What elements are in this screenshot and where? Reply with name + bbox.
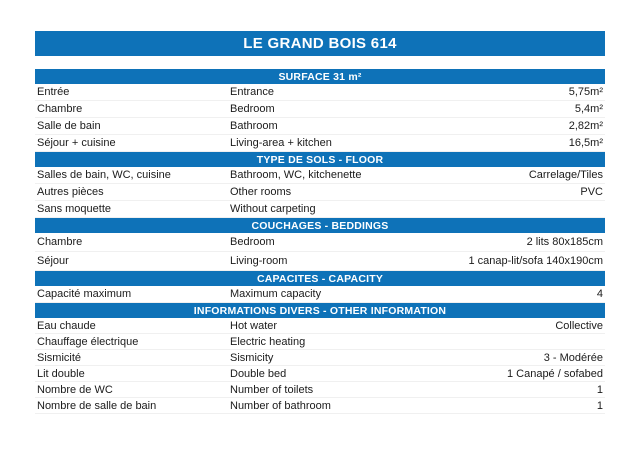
row-value: 2 lits 80x185cm — [526, 236, 603, 248]
label-fr: Chambre — [37, 236, 83, 248]
label-fr: Entrée — [37, 86, 70, 98]
row-value: 16,5m² — [568, 137, 603, 149]
row-value: 1 Canapé / sofabed — [506, 367, 603, 380]
label-en: Bathroom, WC, kitchenette — [230, 169, 362, 181]
label-en: Bedroom — [230, 103, 275, 115]
section-header-label: TYPE DE SOLS - FLOOR — [256, 153, 384, 166]
label-fr: Chauffage électrique — [37, 335, 139, 348]
label-fr: Eau chaude — [37, 319, 96, 332]
section-header-label: INFORMATIONS DIVERS - OTHER INFORMATION — [193, 304, 447, 317]
table-row — [35, 350, 605, 366]
property-title: LE GRAND BOIS 614 — [243, 35, 397, 52]
property-title-bar — [35, 31, 605, 56]
label-en: Electric heating — [230, 335, 306, 348]
section-other-information-header — [35, 303, 605, 318]
label-fr: Sans moquette — [37, 203, 111, 215]
label-en: Bedroom — [230, 236, 275, 248]
table-row — [35, 233, 605, 252]
label-fr: Nombre de WC — [37, 383, 113, 396]
table-row — [35, 84, 605, 101]
section-capacity-header — [35, 271, 605, 286]
label-en: Other rooms — [230, 186, 292, 198]
label-fr: Séjour — [37, 255, 69, 267]
label-fr: Chambre — [37, 103, 83, 115]
section-other-information — [35, 303, 605, 414]
table-row — [35, 398, 605, 414]
row-value: 1 canap-lit/sofa 140x190cm — [468, 255, 603, 267]
section-beddings-header — [35, 218, 605, 233]
label-fr: Salle de bain — [37, 120, 101, 132]
section-floor-header — [35, 152, 605, 167]
label-en: Number of toilets — [230, 383, 314, 396]
label-fr: Lit double — [37, 367, 85, 380]
label-fr: Nombre de salle de bain — [37, 399, 157, 412]
row-value: 1 — [596, 383, 603, 396]
section-beddings — [35, 218, 605, 271]
row-value: 5,75m² — [568, 86, 603, 98]
label-en: Sismicity — [230, 351, 274, 364]
label-en: Hot water — [230, 319, 278, 332]
table-row — [35, 366, 605, 382]
label-fr: Capacité maximum — [37, 288, 132, 300]
row-value: 3 - Modérée — [543, 351, 603, 364]
label-en: Number of bathroom — [230, 399, 331, 412]
table-row — [35, 334, 605, 350]
row-value: 2,82m² — [568, 120, 603, 132]
row-value: 4 — [596, 288, 603, 300]
section-header-label: SURFACE 31 m² — [278, 70, 362, 83]
label-en: Without carpeting — [230, 203, 316, 215]
row-value: Collective — [555, 319, 603, 332]
row-value: 1 — [596, 399, 603, 412]
table-row — [35, 118, 605, 135]
table-row — [35, 201, 605, 218]
section-floor — [35, 152, 605, 218]
label-fr: Autres pièces — [37, 186, 104, 198]
label-fr: Séjour + cuisine — [37, 137, 116, 149]
label-en: Living-room — [230, 255, 288, 267]
section-capacity — [35, 271, 605, 303]
row-value: 5,4m² — [574, 103, 603, 115]
section-surface-header — [35, 69, 605, 84]
label-fr: Sismicité — [37, 351, 82, 364]
row-value: PVC — [580, 186, 603, 198]
section-surface — [35, 69, 605, 152]
property-details-table — [35, 69, 605, 414]
label-en: Maximum capacity — [230, 288, 322, 300]
label-en: Living-area + kitchen — [230, 137, 332, 149]
section-header-label: COUCHAGES - BEDDINGS — [251, 219, 389, 232]
table-row — [35, 135, 605, 152]
table-row — [35, 382, 605, 398]
sheet-content — [35, 31, 605, 414]
label-fr: Salles de bain, WC, cuisine — [37, 169, 171, 181]
table-row — [35, 167, 605, 184]
label-en: Double bed — [230, 367, 287, 380]
label-en: Entrance — [230, 86, 275, 98]
table-row — [35, 286, 605, 303]
row-value: Carrelage/Tiles — [528, 169, 603, 181]
table-row — [35, 252, 605, 271]
table-row — [35, 318, 605, 334]
label-en: Bathroom — [230, 120, 278, 132]
table-row — [35, 184, 605, 201]
section-header-label: CAPACITES - CAPACITY — [256, 272, 384, 285]
table-row — [35, 101, 605, 118]
